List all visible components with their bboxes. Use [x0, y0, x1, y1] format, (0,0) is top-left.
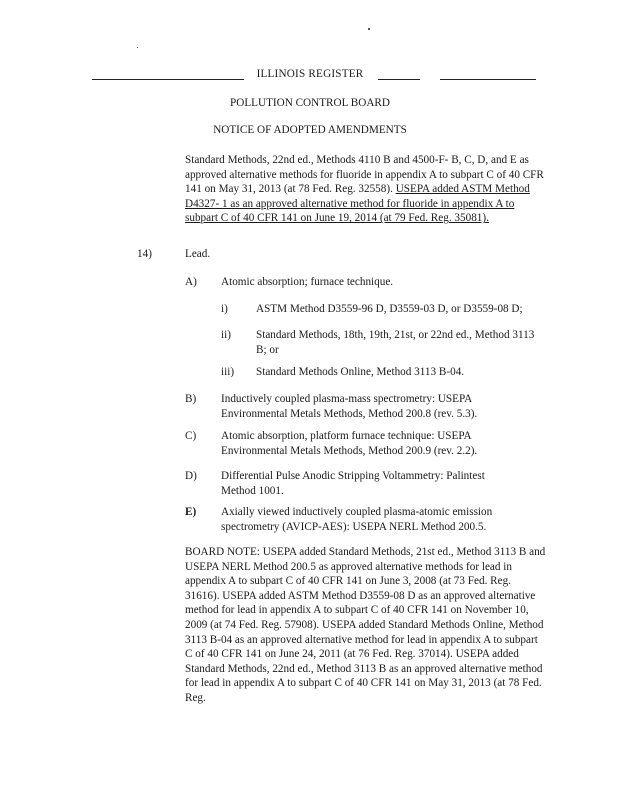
subitem-i-label: i)	[221, 303, 228, 315]
board-note: BOARD NOTE: USEPA added Standard Methods, 21st ed., Method 3113 B and USEPA NERL Method 200.5 as approved alternative methods for lead in appendix A to subpart C of 40 CFR 141 on June 3, 2008 (at 73 Fed. Reg. 31616). USEPA added ASTM Method D3559-08 D as an approved alternative method for lead in appendix A to subpart C of 40 CFR 141 on November 10, 2009 (at 74 Fed. Reg. 57908). USEPA added Standard Methods Online, Method 3113 B-04 as an approved alternative method for lead in appendix A to subpart C of 40 CFR 141 on June 24, 2011 (at 76 Fed. Reg. 37014). USEPA added Standard Methods, 22nd ed., Method 3113 B as an approved alternative method for lead in appendix A to subpart C of 40 CFR 141 on May 31, 2013 (at 78 Fed. Reg.	[185, 546, 546, 704]
scan-speck	[137, 47, 138, 48]
notice-title: NOTICE OF ADOPTED AMENDMENTS	[213, 124, 407, 136]
intro-added-text: USEPA added ASTM Method D4327- 1 as an approved alternative method for fluoride in appendix A to subpart C of 40 CFR 141 on June 19, 2014 (at 79 Fed. Reg. 35081).	[185, 183, 530, 225]
section-title: Lead.	[185, 248, 211, 260]
subitem-ii-label: ii)	[221, 329, 231, 341]
item-b-text: Inductively coupled plasma-mass spectrometry: USEPA Environmental Metals Methods, Method 200.8 (rev. 5.3).	[221, 393, 478, 420]
item-d-label: D)	[185, 470, 197, 482]
item-a-label: A)	[185, 276, 197, 288]
page-title: ILLINOIS REGISTER	[256, 68, 364, 80]
subitem-i-text: ASTM Method D3559-96 D, D3559-03 D, or D3559-08 D;	[256, 303, 523, 315]
item-b-label: B)	[185, 393, 197, 405]
header-rule-far	[440, 79, 536, 80]
item-e-text: Axially viewed inductively coupled plasma-atomic emission spectrometry (AVICP-AES): USEPA NERL Method 200.5.	[221, 506, 493, 533]
subitem-iii-label: iii)	[221, 366, 235, 378]
scan-speck	[368, 28, 370, 30]
intro-paragraph	[185, 153, 547, 226]
intro-text: Standard Methods, 22nd ed., Methods 4110 B and 4500-F- B, C, D, and E as approved alternative methods for fluoride in appendix A to subpart C of 40 CFR 141 on May 31, 2013 (at 78 Fed. Reg. 32558).	[185, 154, 544, 196]
subitem-ii-text: Standard Methods, 18th, 19th, 21st, or 22nd ed., Method 3113 B; or	[256, 329, 535, 356]
item-e-label: E)	[185, 506, 197, 518]
section-number: 14)	[137, 248, 152, 260]
board-name: POLLUTION CONTROL BOARD	[230, 97, 390, 109]
item-c-text: Atomic absorption, platform furnace technique: USEPA Environmental Metals Methods, Method 200.9 (rev. 2.2).	[221, 430, 478, 457]
item-d-text: Differential Pulse Anodic Stripping Voltammetry: Palintest Method 1001.	[221, 470, 485, 497]
subitem-iii-text: Standard Methods Online, Method 3113 B-04.	[256, 366, 465, 378]
item-c-label: C)	[185, 430, 197, 442]
item-a-text: Atomic absorption; furnace technique.	[221, 276, 394, 288]
